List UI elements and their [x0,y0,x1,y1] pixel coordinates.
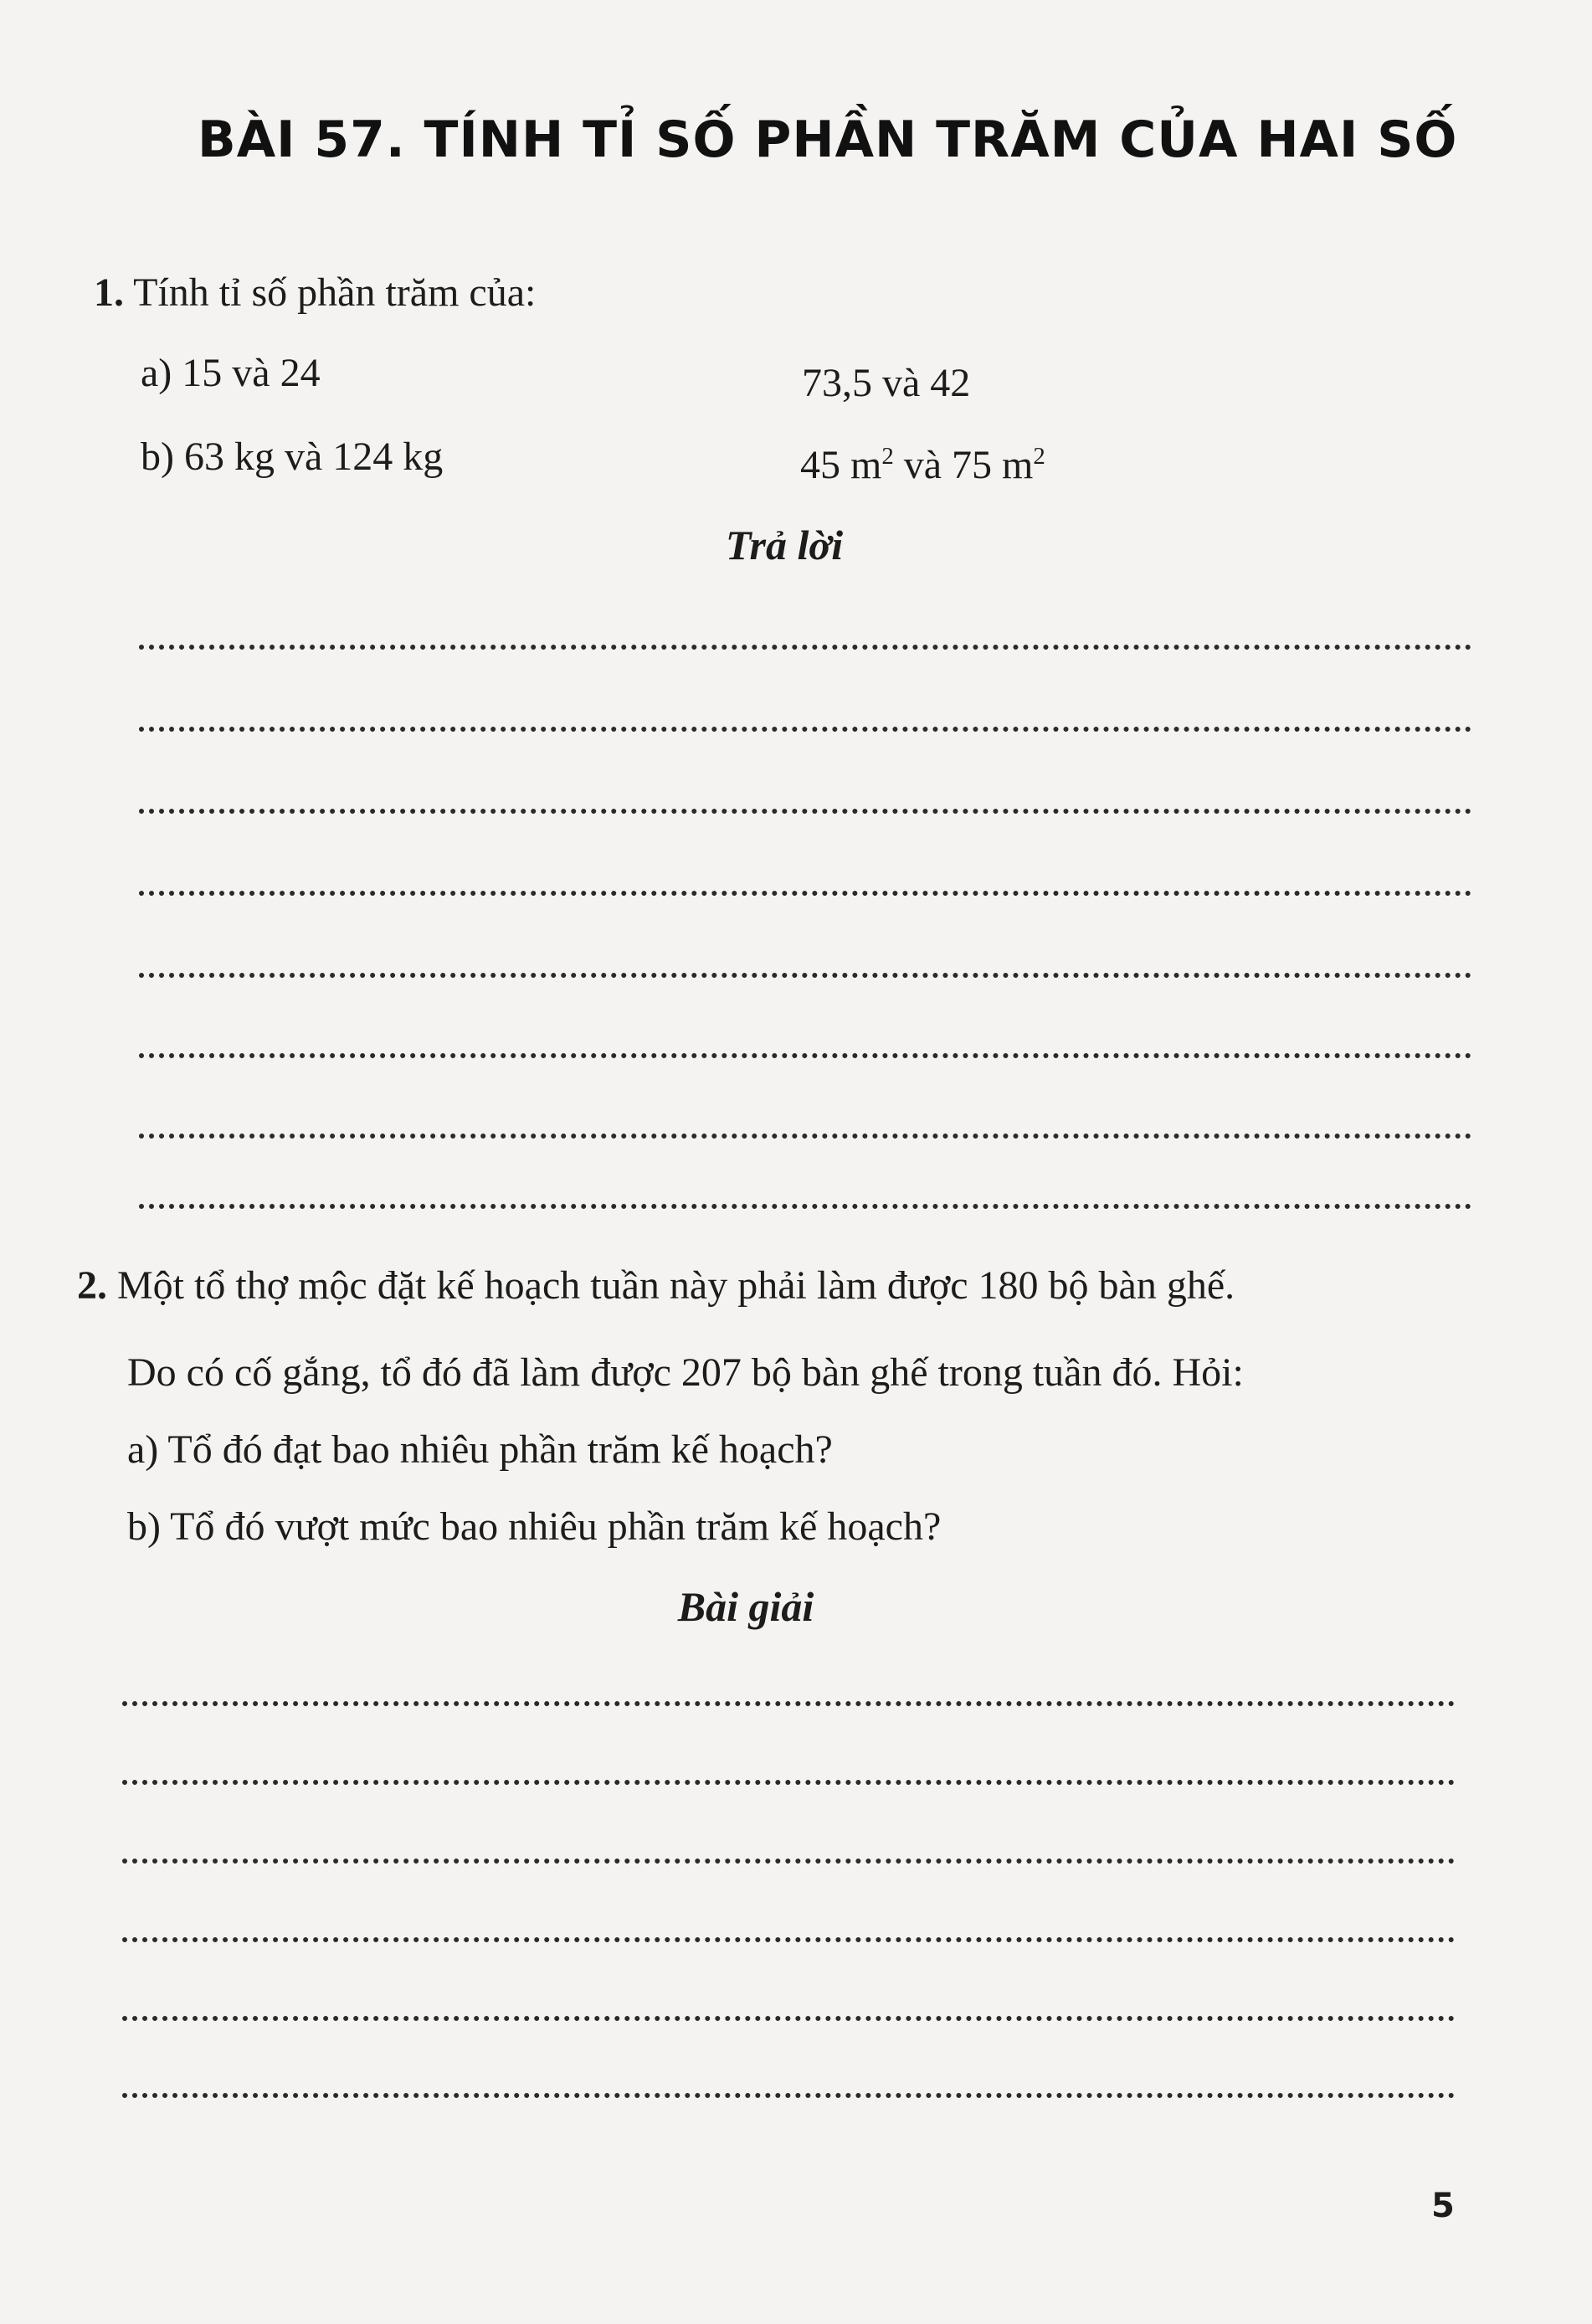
answer-line[interactable] [139,727,1471,732]
exercise-2-b: b) Tổ đó vượt mức bao nhiêu phần trăm kế hoạch? [127,1504,942,1549]
exercise-1-b-left: b) 63 kg và 124 kg [141,434,444,479]
answer-heading: Trả lời [725,522,844,568]
solution-line[interactable] [122,1780,1455,1785]
solution-line[interactable] [122,1937,1455,1942]
lesson-title: BÀI 57. TÍNH TỈ SỐ PHẦN TRĂM CỦA HAI SỐ [198,111,1458,169]
page-number: 5 [1431,2187,1455,2225]
solution-line[interactable] [122,2093,1455,2098]
exercise-1-a-left: a) 15 và 24 [141,351,321,395]
solution-line[interactable] [122,1701,1455,1706]
exercise-1-text: Tính tỉ số phần trăm của: [133,270,537,315]
solution-heading: Bài giải [677,1583,814,1630]
exercise-2-line-1 [77,1262,1235,1309]
answer-line[interactable] [139,645,1471,650]
area-2-exponent: 2 [1033,443,1045,470]
exercise-2-number: 2. [77,1263,107,1308]
exercise-1-prompt [94,270,536,316]
answer-line[interactable] [139,809,1471,814]
exercise-2-text-1: Một tổ thợ mộc đặt kế hoạch tuần này phải làm được 180 bộ bàn ghế. [117,1263,1235,1308]
exercise-1-a-right: 73,5 và 42 [802,361,971,405]
area-2-text: và 75 m [893,443,1034,487]
answer-line[interactable] [139,1134,1471,1139]
exercise-1-b-right [800,442,1045,488]
solution-line[interactable] [122,1859,1455,1864]
area-1-text: 45 m [800,443,882,487]
exercise-2-line-2: Do có cố gắng, tổ đó đã làm được 207 bộ bàn ghế trong tuần đó. Hỏi: [127,1350,1244,1395]
exercise-1-number: 1. [94,270,124,315]
solution-line[interactable] [122,2016,1455,2021]
answer-line[interactable] [139,973,1471,978]
answer-line[interactable] [139,1204,1471,1209]
answer-line[interactable] [139,1053,1471,1058]
answer-line[interactable] [139,891,1471,896]
area-1-exponent: 2 [881,443,894,470]
exercise-2-a: a) Tổ đó đạt bao nhiêu phần trăm kế hoạch? [127,1427,833,1472]
